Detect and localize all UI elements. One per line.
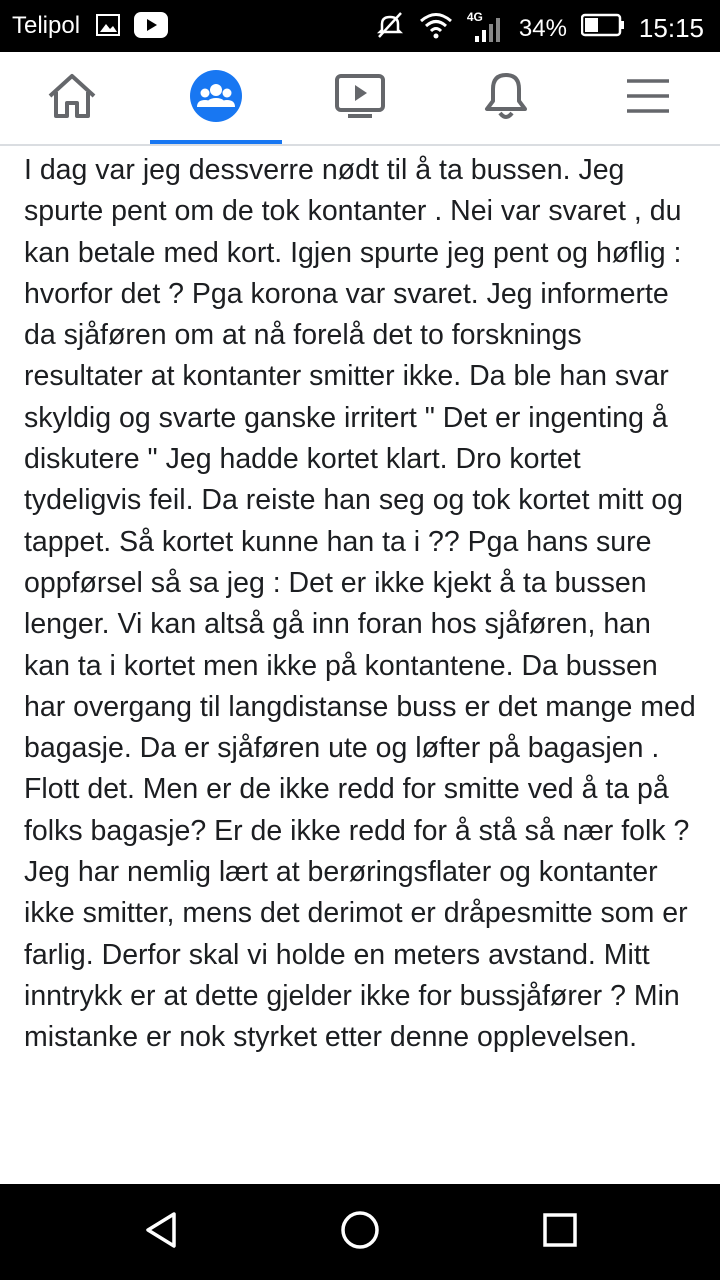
gallery-icon: [96, 14, 120, 41]
network-type: 4G: [466, 9, 483, 24]
recents-button[interactable]: [530, 1202, 590, 1262]
nav-groups-tab[interactable]: [156, 52, 276, 144]
signal-icon: [466, 9, 505, 44]
home-icon: [46, 72, 98, 125]
nav-home-tab[interactable]: [12, 52, 132, 144]
top-nav-bar: [0, 52, 720, 146]
notifications-icon: [483, 71, 529, 126]
menu-icon: [625, 77, 671, 120]
back-button[interactable]: [132, 1202, 192, 1262]
carrier-name: Telipol: [12, 12, 81, 39]
mute-icon: [375, 10, 405, 47]
wifi-icon: [419, 11, 453, 46]
nav-notifications-tab[interactable]: [446, 52, 566, 144]
active-tab-indicator: [150, 140, 282, 144]
recents-icon: [542, 1212, 578, 1253]
home-circle-icon: [339, 1209, 381, 1256]
nav-menu-tab[interactable]: [588, 52, 708, 144]
battery-icon: [581, 13, 625, 44]
watch-icon: [334, 73, 386, 124]
system-nav-bar: [0, 1184, 720, 1280]
post-content: [24, 150, 704, 1180]
clock: 15:15: [638, 13, 704, 43]
post-text: I dag var jeg dessverre nødt til å ta bussen. Jeg spurte pent om de tok kontanter . Nei var svaret , du kan betale med kort. Igjen spurte jeg pent og høflig : hvorfor det ? Pga korona var svaret. Jeg informerte da sjåføren om at nå forelå det to forsknings resultater at kontanter smitter ikke. Da ble han svar skyldig og svarte ganske irritert " Det er ingenting å diskutere " Jeg hadde kortet klart. Dro kortet tydeligvis feil. Da reiste han seg og tok kortet mitt og tappet. Så kortet kunne han ta i ?? Pga hans sure oppførsel så sa jeg : Det er ikke kjekt å ta bussen lenger. Vi kan altså gå inn foran hos sjåføren, han kan ta i kortet men ikke på kontantene. Da bussen har overgang til langdistanse buss er det mange med bagasje. Da er sjåføren ute og løfter på bagasjen . Flott det. Men er de ikke redd for smitte ved å ta på folks bagasje? Er de ikke redd for å stå så nær folk ? Jeg har nemlig lært at berøringsflater og kontanter ikke smitter, mens det derimot er dråpesmitte som er farlig. Derfor skal vi holde en meters avstand. Mitt inntrykk er at dette gjelder ikke for bussjåfører ? Min mistanke er nok styrket etter denne opplevelsen.: [24, 154, 696, 1054]
nav-watch-tab[interactable]: [300, 52, 420, 144]
groups-icon: [189, 69, 243, 128]
home-button[interactable]: [330, 1202, 390, 1262]
youtube-icon: [134, 12, 168, 43]
back-icon: [142, 1210, 182, 1255]
battery-percent: 34%: [518, 14, 567, 42]
status-bar: [0, 0, 720, 52]
